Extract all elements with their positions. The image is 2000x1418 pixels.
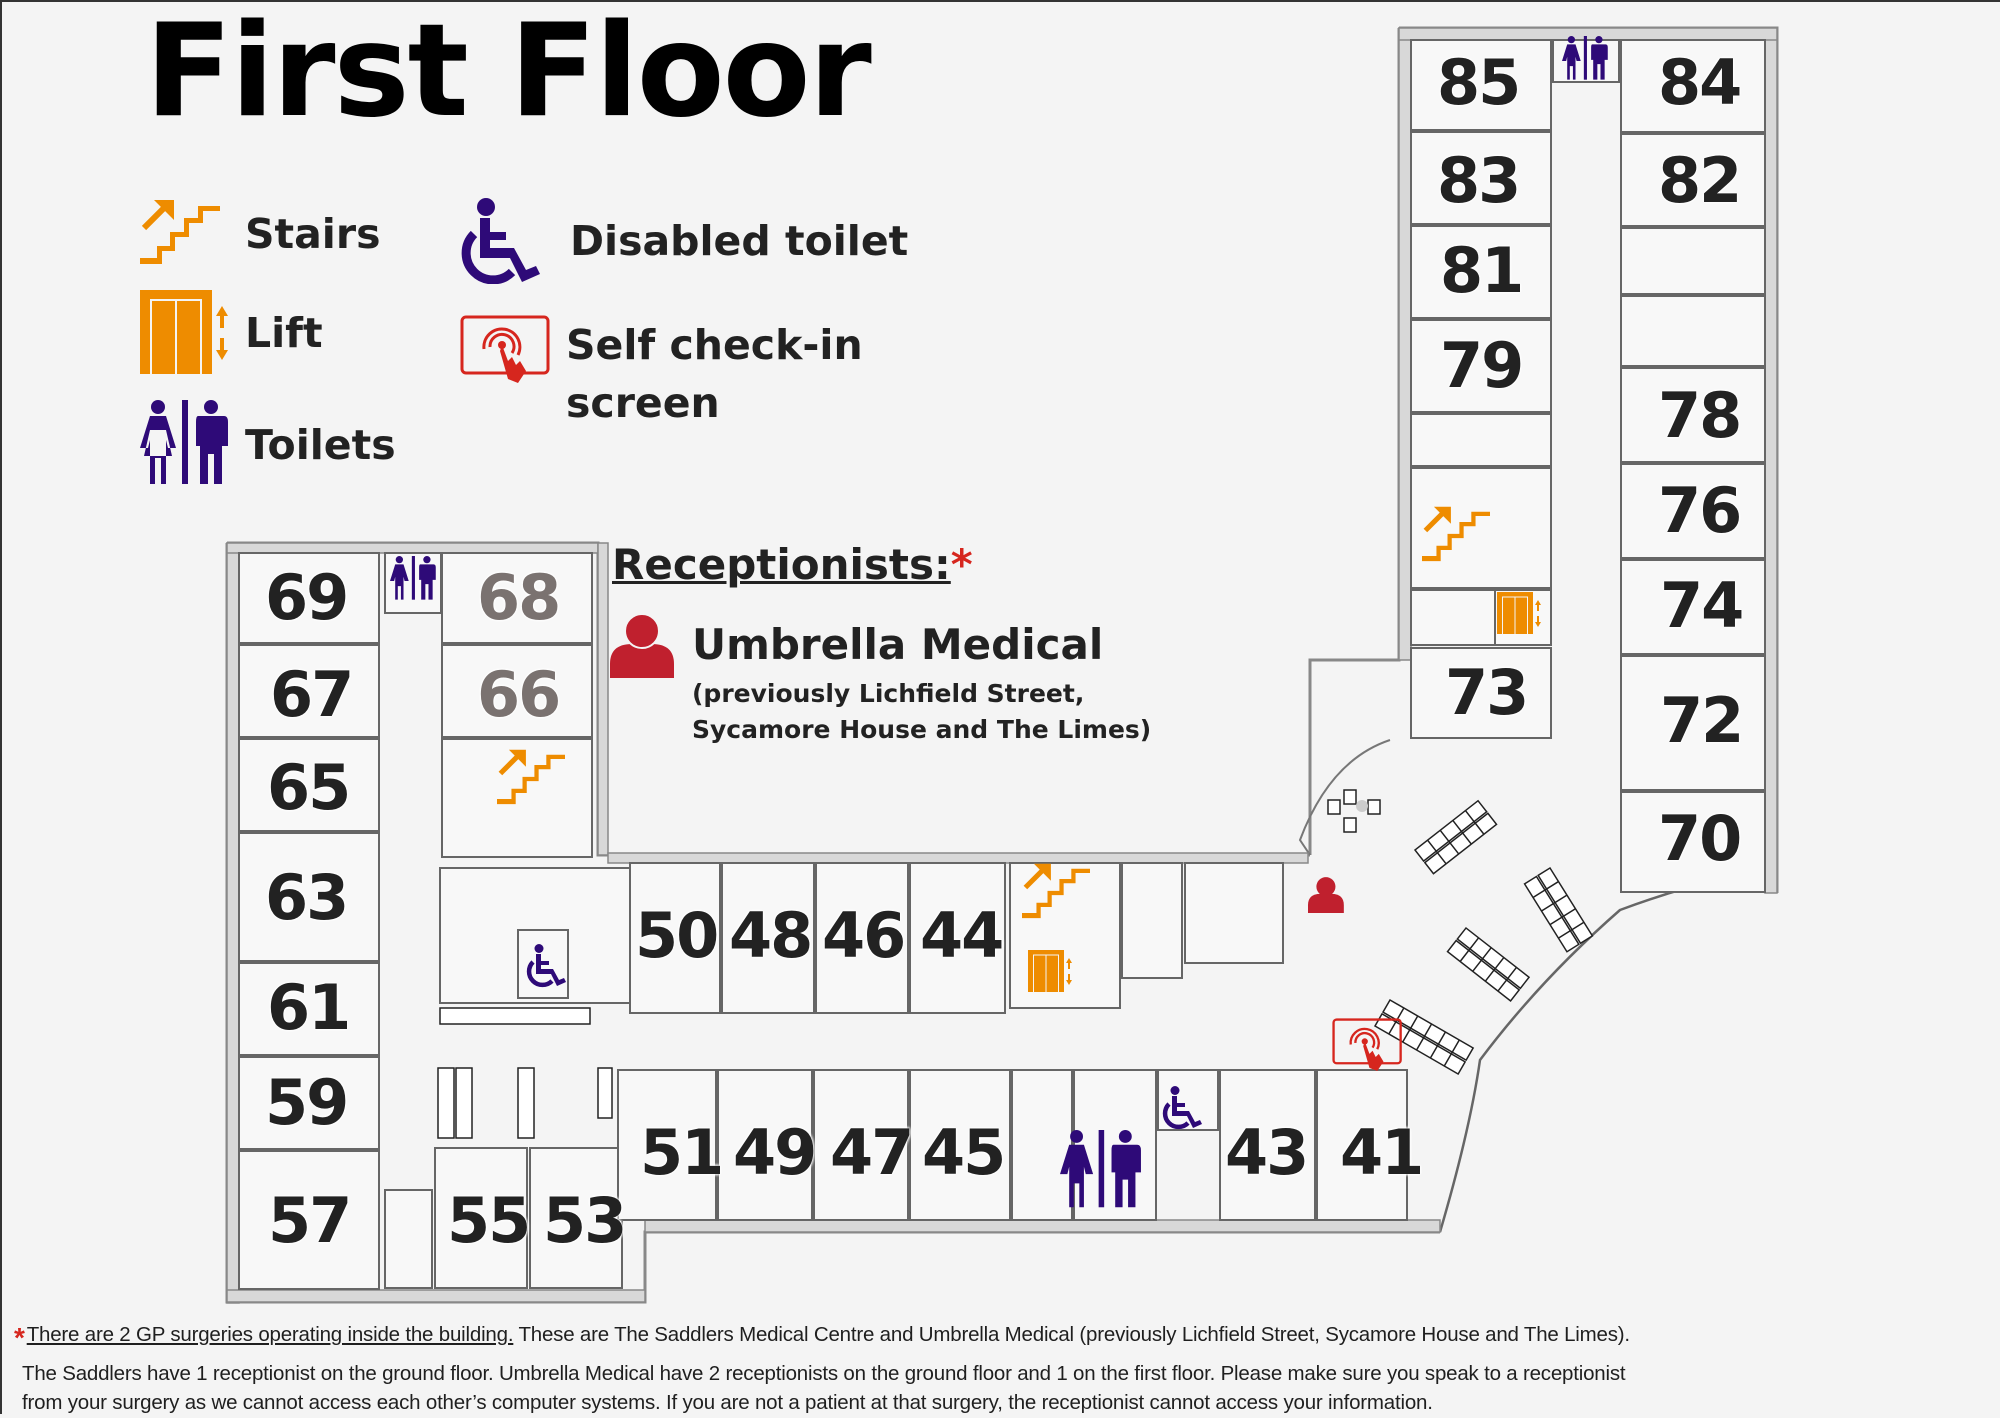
room-44: 44 (920, 899, 1003, 972)
room-74: 74 (1660, 569, 1743, 642)
receptionists-heading-text: Receptionists: (612, 540, 951, 589)
room-49: 49 (733, 1116, 816, 1189)
room-41: 41 (1340, 1116, 1423, 1189)
room-73: 73 (1445, 656, 1528, 729)
room-68: 68 (477, 561, 560, 634)
room-81: 81 (1440, 234, 1523, 307)
room-76: 76 (1658, 474, 1741, 547)
legend-label-check-in-line1: Self check-in (566, 321, 863, 369)
note-line-2: Sycamore House and The Limes) (692, 715, 1152, 745)
note-line-1: (previously Lichfield Street, (692, 679, 1085, 708)
room-83: 83 (1437, 144, 1520, 217)
room-50: 50 (635, 899, 718, 972)
room-55: 55 (447, 1184, 530, 1257)
legend-label-check-in-line2: screen (566, 379, 720, 427)
room-57: 57 (268, 1184, 351, 1257)
room-66: 66 (477, 658, 560, 731)
room-67: 67 (270, 658, 353, 731)
room-48: 48 (729, 899, 812, 972)
room-72: 72 (1660, 684, 1743, 757)
room-82: 82 (1658, 144, 1741, 217)
room-85: 85 (1437, 46, 1520, 119)
room-46: 46 (822, 899, 905, 972)
room-59: 59 (265, 1066, 348, 1139)
asterisk-mark: * (14, 1322, 25, 1353)
footnote-line-3: from your surgery as we cannot access each other’s computer systems. If you are not a patient at that surgery, the receptionist cannot access your information. (22, 1391, 1433, 1415)
room-78: 78 (1658, 379, 1741, 452)
room-51: 51 (640, 1116, 723, 1189)
room-43: 43 (1225, 1116, 1308, 1189)
footnote-underlined: There are 2 GP surgeries operating inside the building. (26, 1323, 514, 1346)
legend-label-disabled-toilet: Disabled toilet (570, 217, 909, 265)
receptionist-surgery-name: Umbrella Medical (692, 620, 1104, 669)
room-79: 79 (1440, 329, 1523, 402)
room-45: 45 (922, 1116, 1005, 1189)
asterisk-mark: * (950, 540, 973, 589)
room-65: 65 (267, 751, 350, 824)
legend-label-stairs: Stairs (245, 210, 381, 258)
room-47: 47 (830, 1116, 913, 1189)
footnote-line-2: The Saddlers have 1 receptionist on the ground floor. Umbrella Medical have 2 receptionists on the ground floor and 1 on the first floor. Please make sure you speak to a receptionist (22, 1361, 1626, 1385)
room-69: 69 (265, 561, 348, 634)
footnote-line-1-rest: These are The Saddlers Medical Centre and Umbrella Medical (previously Lichfield Street, Sycamore House and The Limes). (513, 1323, 1630, 1346)
legend-label-toilets: Toilets (245, 421, 396, 469)
footnote-line-1 (14, 1318, 1999, 1359)
room-70: 70 (1658, 802, 1741, 875)
room-84: 84 (1658, 46, 1741, 119)
room-61: 61 (267, 971, 350, 1044)
footnote (14, 1318, 1999, 1418)
legend-label-lift: Lift (245, 309, 323, 357)
room-63: 63 (265, 861, 348, 934)
map-receptionist-icon (1308, 877, 1344, 913)
room-53: 53 (543, 1184, 626, 1257)
page-title: First Floor (145, 0, 870, 146)
